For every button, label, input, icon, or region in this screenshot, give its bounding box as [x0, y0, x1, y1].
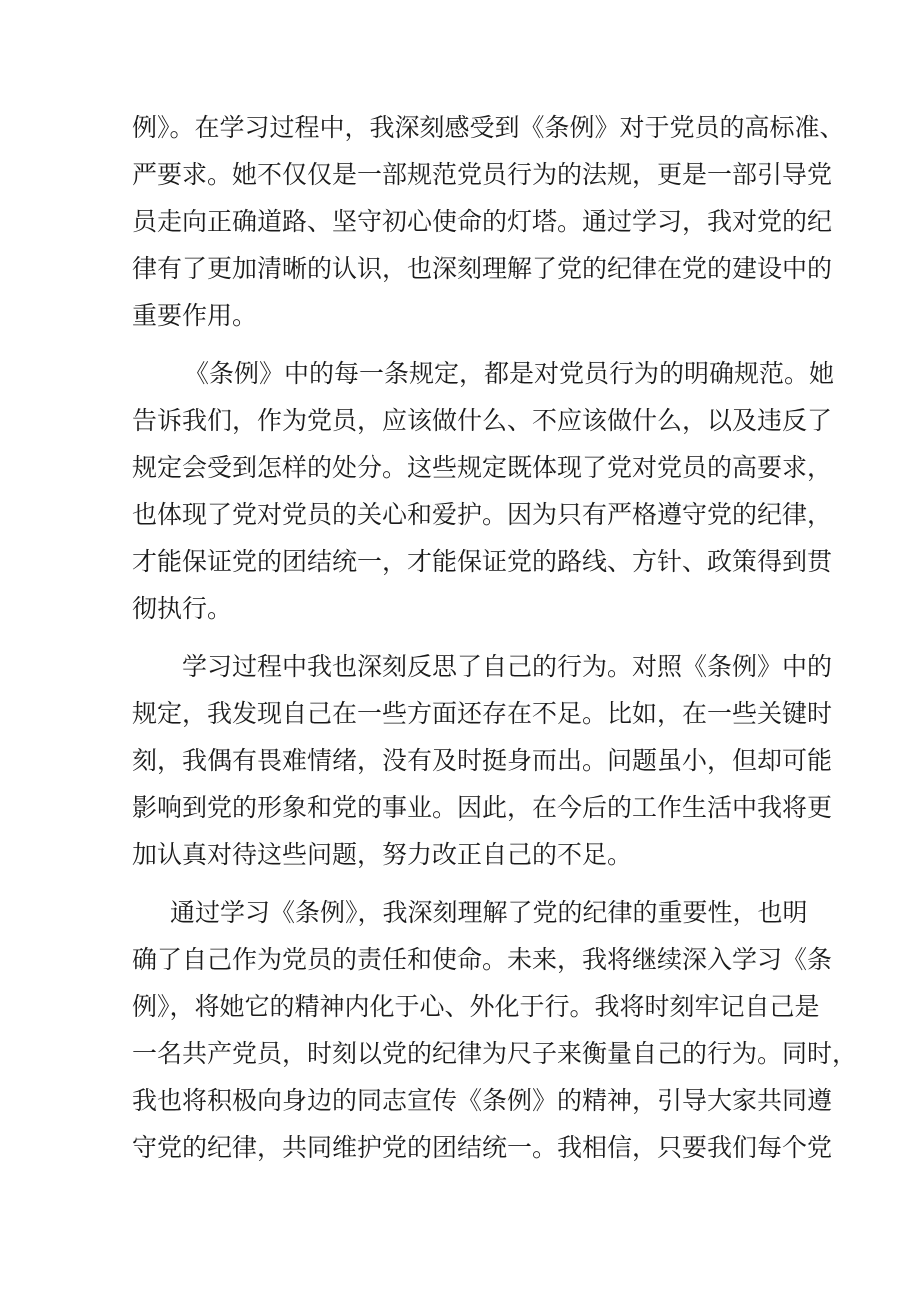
text-line: 例》，将她它的精神内化于心、外化于行。我将时刻牢记自己是 — [132, 992, 820, 1021]
paragraph-4 — [132, 889, 858, 1171]
text-line: 刻，我偶有畏难情绪，没有及时挺身而出。问题虽小，但却可能 — [132, 746, 833, 775]
text-line: 我也将积极向身边的同志宣传《条例》的精神，引导大家共同遵 — [132, 1086, 833, 1115]
text-line: 重要作用。 — [132, 301, 258, 330]
text-line: 通过学习《条例》，我深刻理解了党的纪律的重要性，也明 — [170, 898, 808, 927]
text-line: 也体现了党对党员的关心和爱护。因为只有严格遵守党的纪律， — [132, 500, 833, 529]
text-line: 加认真对待这些问题，努力改正自己的不足。 — [132, 840, 633, 869]
text-line: 《条例》中的每一条规定，都是对党员行为的明确规范。她 — [184, 359, 835, 388]
text-line: 一名共产党员，时刻以党的纪律为尺子来衡量自己的行为。同时， — [132, 1039, 858, 1068]
paragraph-3 — [132, 643, 833, 878]
text-line: 规定会受到怎样的处分。这些规定既体现了党对党员的高要求， — [132, 453, 833, 482]
text-line: 确了自己作为党员的责任和使命。未来，我将继续深入学习《条 — [132, 945, 833, 974]
paragraph-1 — [132, 104, 845, 339]
text-line: 严要求。她不仅仅是一部规范党员行为的法规，更是一部引导党 — [132, 160, 833, 189]
text-line: 彻执行。 — [132, 594, 233, 623]
text-line: 影响到党的形象和党的事业。因此，在今后的工作生活中我将更 — [132, 793, 833, 822]
text-line: 律有了更加清晰的认识，也深刻理解了党的纪律在党的建设中的 — [132, 254, 833, 283]
document-body — [132, 104, 858, 1171]
text-line: 才能保证党的团结统一，才能保证党的路线、方针、政策得到贯 — [132, 547, 833, 576]
text-line: 告诉我们，作为党员，应该做什么、不应该做什么，以及违反了 — [132, 406, 833, 435]
text-line: 学习过程中我也深刻反思了自己的行为。对照《条例》中的 — [182, 652, 833, 681]
text-line: 守党的纪律，共同维护党的团结统一。我相信，只要我们每个党 — [132, 1133, 833, 1162]
paragraph-2 — [132, 350, 835, 632]
text-line: 员走向正确道路、坚守初心使命的灯塔。通过学习，我对党的纪 — [132, 207, 833, 236]
text-line: 规定，我发现自己在一些方面还存在不足。比如，在一些关键时 — [132, 699, 833, 728]
text-line: 例》。在学习过程中，我深刻感受到《条例》对于党员的高标准、 — [132, 113, 845, 142]
